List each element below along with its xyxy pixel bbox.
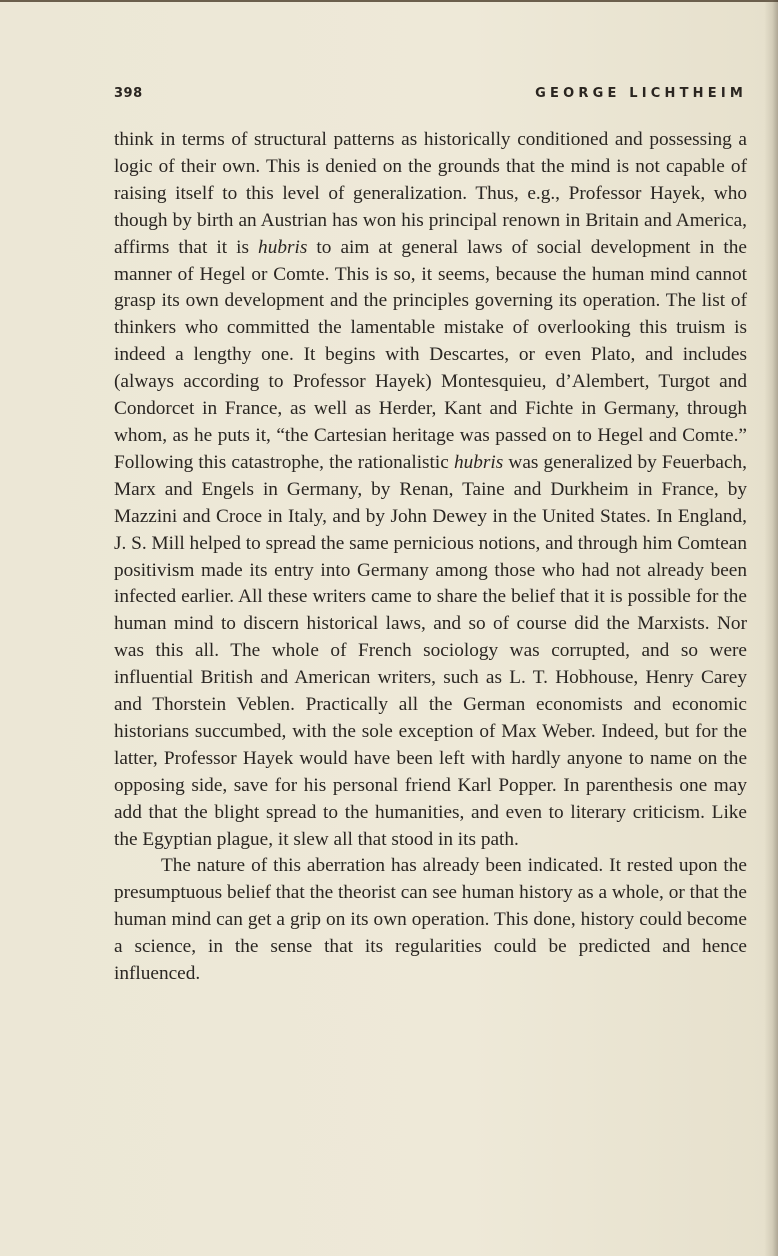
- text-run: think in terms of structural patterns as historically conditioned and possessing a logic of their own. This is denied on the grounds that the mind is not capable of raising itself to this level of generalization. Thus, e.g., Professor Hayek, who though by birth an Austrian has won his principal renown in Britain and America, affirms that it is: [114, 129, 747, 258]
- paragraph: [114, 127, 747, 853]
- page-edge-shadow: [764, 0, 778, 1256]
- page-top-edge: [0, 0, 778, 2]
- text-run: to aim at general laws of social development in the manner of Hegel or Comte. This is so, it seems, because the human mind cannot grasp its own development and the principles governing its operation. The list of thinkers who committed the lamentable mistake of overlooking this truism is indeed a lengthy one. It begins with Descartes, or even Plato, and includes (always according to Professor Hayek) Montesquieu, d’Alembert, Turgot and Condorcet in France, as well as Herder, Kant and Fichte in Germany, through whom, as he puts it, “the Cartesian heritage was passed on to Hegel and Comte.” Following this catastrophe, the rationalistic: [114, 236, 747, 473]
- body-text: [114, 127, 747, 988]
- running-head: [114, 86, 747, 106]
- italic-term: hubris: [258, 236, 308, 258]
- running-head-author: GEORGE LICHTHEIM: [535, 86, 747, 101]
- text-run: was generalized by Feuerbach, Marx and Engels in Germany, by Renan, Taine and Durkheim in France, by Mazzini and Croce in Italy, and by John Dewey in the United States. In England, J. S. Mill helped to spread the same pernicious notions, and through him Comtean positivism made its entry into Germany among those who had not already been infected earlier. All these writers came to share the belief that it is possible for the human mind to discern historical laws, and so of course did the Marxists. Nor was this all. The whole of French sociology was corrupted, and so were influential British and American writers, such as L. T. Hobhouse, Henry Carey and Thorstein Veblen. Practically all the German economists and economic historians succumbed, with the sole exception of Max Weber. Indeed, but for the latter, Professor Hayek would have been left with hardly anyone to name on the opposing side, save for his personal friend Karl Popper. In parenthesis one may add that the blight spread to the humanities, and even to literary criticism. Like the Egyptian plague, it slew all that stood in its path.: [114, 451, 748, 850]
- page-number: 398: [114, 86, 143, 101]
- text-run: The nature of this aberration has already been indicated. It rested upon the presumptuous belief that the theorist can see human history as a whole, or that the human mind can get a grip on its own operation. This done, history could become a science, in the sense that its regularities could be predicted and hence influenced.: [114, 855, 747, 985]
- italic-term: hubris: [453, 451, 504, 473]
- paragraph: [114, 853, 747, 988]
